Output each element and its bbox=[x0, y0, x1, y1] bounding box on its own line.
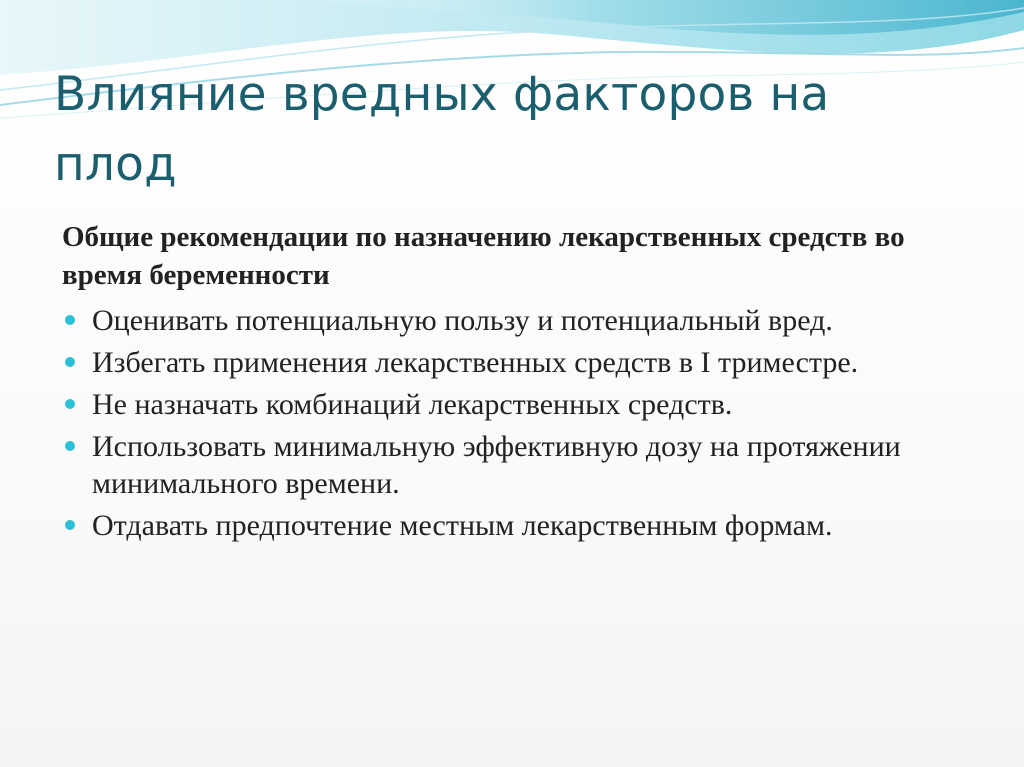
bullet-dot-icon bbox=[65, 520, 75, 530]
slide-title: Влияние вредных факторов на плод bbox=[54, 67, 830, 192]
bullet-dot-icon bbox=[65, 357, 75, 367]
list-item-text: Отдавать предпочтение местным лекарственным формам. bbox=[92, 509, 833, 542]
list-item bbox=[62, 507, 942, 544]
list-item bbox=[62, 344, 942, 381]
list-item bbox=[62, 302, 942, 339]
list-item-text: Оценивать потенциальную пользу и потенциальный вред. bbox=[92, 304, 833, 337]
bullet-dot-icon bbox=[65, 315, 75, 325]
slide-subtitle: Общие рекомендации по назначению лекарственных средств во время беременности bbox=[62, 221, 905, 291]
list-item-text: Использовать минимальную эффективную дозу на протяжении минимального времени. bbox=[92, 430, 901, 500]
list-item bbox=[62, 386, 942, 423]
list-item bbox=[62, 428, 942, 502]
recommendation-list bbox=[62, 302, 942, 549]
bullet-dot-icon bbox=[65, 399, 75, 409]
list-item-text: Избегать применения лекарственных средств в I триместре. bbox=[92, 346, 859, 379]
bullet-dot-icon bbox=[65, 441, 75, 451]
list-item-text: Не назначать комбинаций лекарственных средств. bbox=[92, 388, 733, 421]
